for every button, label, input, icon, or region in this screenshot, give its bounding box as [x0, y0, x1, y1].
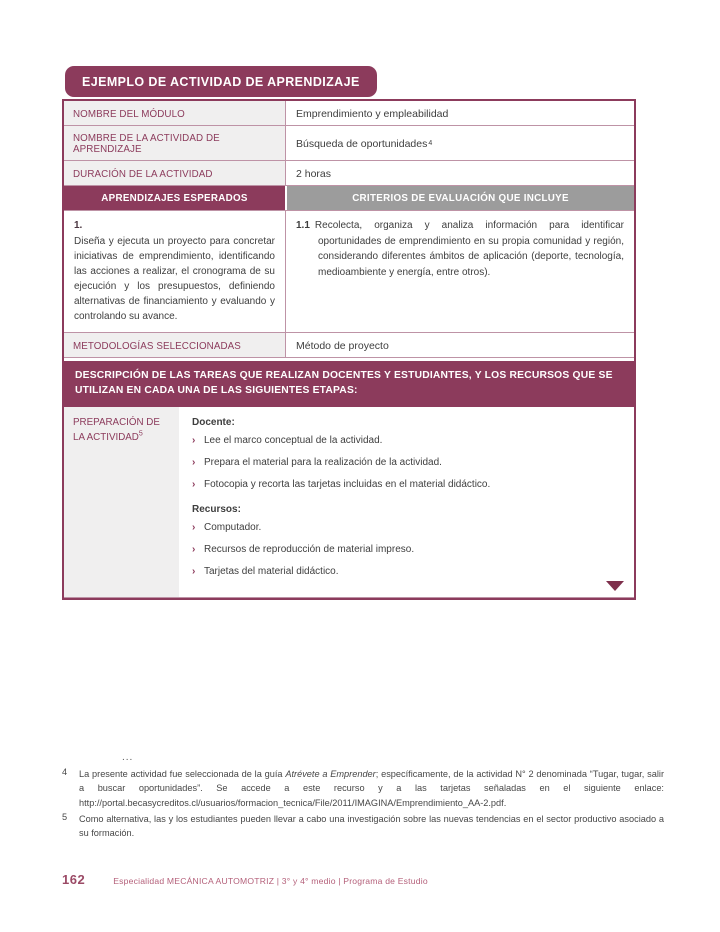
footnotes-ellipsis: ... — [122, 752, 134, 763]
bullet-icon: › — [192, 478, 196, 490]
activity-example-title-box — [65, 66, 377, 97]
footer-text: Especialidad MECÁNICA AUTOMOTRIZ | 3° y 4° medio | Programa de Estudio — [113, 876, 428, 886]
module-name-text: Emprendimiento y empleabilidad — [296, 108, 449, 120]
page-footer — [62, 872, 428, 887]
footnote-number: 5 — [62, 811, 68, 822]
bullet-icon: › — [192, 521, 196, 533]
list-item — [192, 434, 622, 448]
footnote-italic-title: Atrévete a Emprender — [285, 769, 376, 779]
table-row-learning-criteria — [64, 211, 634, 333]
footnote-text — [79, 767, 664, 810]
recursos-item-text: Computador. — [204, 521, 262, 533]
evaluation-criteria-cell — [285, 211, 634, 332]
table-row-methodology — [64, 333, 634, 358]
learning-number: 1. — [74, 220, 83, 231]
list-item — [192, 478, 622, 492]
docente-heading: Docente: — [192, 416, 235, 428]
criteria-text: Recolecta, organiza y analiza información para identificar oportunidades de emprendimiento en su propia comunidad y región, considerando diferentes ámbitos de aplicación (deporte, tecnología, medioambiente y energía, entre otros). — [314, 220, 624, 278]
activity-name-value: Búsqueda de oportunidades 4 — [285, 126, 634, 160]
page-title: EJEMPLO DE ACTIVIDAD DE APRENDIZAJE — [82, 75, 360, 89]
recursos-heading: Recursos: — [192, 503, 241, 515]
list-item — [192, 521, 622, 535]
table-row-column-headers — [64, 186, 634, 211]
recursos-item-text: Tarjetas del material didáctico. — [204, 565, 339, 577]
learning-text: Diseña y ejecuta un proyecto para concretar iniciativas de emprendimiento, identificando las acciones a realizar, el cronograma de su ejecución y los presupuestos, definiendo alternativas de financiamiento y evaluando y controlando su avance. — [74, 236, 275, 322]
recursos-item-text: Recursos de reproducción de material impreso. — [204, 543, 415, 555]
module-name-label: NOMBRE DEL MÓDULO — [64, 101, 285, 125]
bullet-icon: › — [192, 565, 196, 577]
criteria-number: 1.1 — [296, 220, 310, 231]
methodology-label: METODOLOGÍAS SELECCIONADAS — [64, 333, 285, 357]
footnote-number: 4 — [62, 767, 68, 777]
criteria-paragraph — [296, 218, 624, 280]
docente-item-text: Lee el marco conceptual de la actividad. — [204, 434, 383, 446]
preparation-label — [64, 407, 178, 597]
table-row-module-name — [64, 101, 634, 126]
table-continues-arrow-icon — [606, 581, 624, 591]
duration-label: DURACIÓN DE LA ACTIVIDAD — [64, 161, 285, 185]
evaluation-criteria-header: CRITERIOS DE EVALUACIÓN QUE INCLUYE — [285, 186, 634, 210]
preparation-content — [178, 407, 634, 597]
footnote-text: Como alternativa, las y los estudiantes pueden llevar a cabo una investigación sobre las nuevas tendencias en el sector productivo asociado a su formación. — [79, 813, 664, 838]
bullet-icon: › — [192, 456, 196, 468]
activity-table — [62, 99, 636, 600]
activity-name-text: Búsqueda de oportunidades — [296, 138, 428, 150]
module-name-value — [285, 101, 634, 125]
list-item — [192, 565, 622, 579]
footnote-5 — [62, 812, 664, 841]
list-item — [192, 456, 622, 470]
duration-value — [285, 161, 634, 185]
footnote-marker-5: 5 — [138, 430, 143, 438]
activity-name-label: NOMBRE DE LA ACTIVIDAD DE APRENDIZAJE — [64, 126, 285, 160]
page-number: 162 — [62, 872, 86, 887]
footnote-text-end: ; específicamente, de la actividad N° 2 denominada “Tugar, tugar, salir a buscar oportunidades”. Se accede a este recurso y a las tarjetas señaladas en el siguiente enlace: http://portal.becasycreditos.cl/usuarios/formacion_tecnica/File/2011/IMAGINA/Emprendimiento_AA-2.pdf. — [79, 769, 665, 808]
table-row-preparation — [64, 407, 634, 598]
bullet-icon: › — [192, 543, 196, 555]
expected-learnings-header: APRENDIZAJES ESPERADOS — [64, 186, 285, 210]
footnotes-section — [62, 752, 664, 842]
footnote-text-start: La presente actividad fue seleccionada de la guía — [79, 769, 286, 779]
preparation-label-text: PREPARACIÓN DE LA ACTIVIDAD — [73, 416, 160, 443]
bullet-icon: › — [192, 434, 196, 446]
docente-item-text: Prepara el material para la realización de la actividad. — [204, 456, 442, 468]
table-row-activity-name — [64, 126, 634, 161]
methodology-value — [285, 333, 634, 357]
methodology-text: Método de proyecto — [296, 340, 389, 352]
list-item — [192, 543, 622, 557]
expected-learning-cell — [64, 211, 285, 332]
tasks-description-banner: DESCRIPCIÓN DE LAS TAREAS QUE REALIZAN DOCENTES Y ESTUDIANTES, Y LOS RECURSOS QUE SE UTILIZAN EN CADA UNA DE LAS SIGUIENTES ETAPAS: — [64, 358, 634, 407]
footnote-4 — [62, 767, 664, 810]
docente-item-text: Fotocopia y recorta las tarjetas incluidas en el material didáctico. — [204, 478, 491, 490]
duration-text: 2 horas — [296, 168, 332, 180]
table-row-duration — [64, 161, 634, 186]
